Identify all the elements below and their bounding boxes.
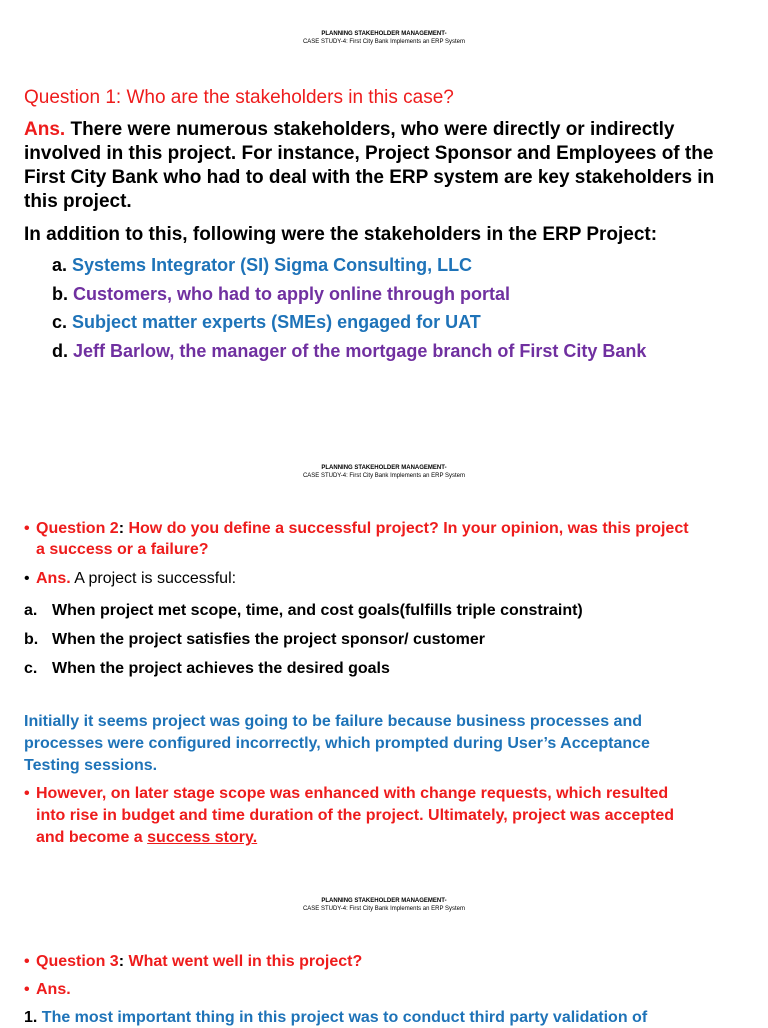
list-text: Subject matter experts (SMEs) engaged for UAT bbox=[67, 312, 481, 332]
slide-header bbox=[0, 897, 768, 913]
question-text: a success or a failure? bbox=[36, 541, 209, 558]
header-subtitle: CASE STUDY-4: First City Bank Implements an ERP System bbox=[302, 473, 466, 479]
answer-line: involved in this project. For instance, Project Sponsor and Employees of the bbox=[24, 143, 714, 164]
list-text: Systems Integrator (SI) Sigma Consulting, LLC bbox=[67, 255, 473, 275]
ans-label: Ans. bbox=[36, 981, 71, 998]
question-label: Question 2 bbox=[36, 520, 119, 537]
paragraph-line: Initially it seems project was going to be failure because business processes and bbox=[24, 713, 642, 730]
list-text: When the project satisfies the project sponsor/ customer bbox=[52, 631, 485, 648]
header-title: PLANNING STAKEHOLDER MANAGEMENT- bbox=[321, 31, 447, 37]
header-subtitle: CASE STUDY-4: First City Bank Implements an ERP System bbox=[302, 906, 466, 912]
list-marker: c. bbox=[52, 312, 68, 332]
answer-3 bbox=[36, 979, 71, 1000]
list-marker: 1. bbox=[24, 1009, 38, 1026]
answer-line: There were numerous stakeholders, who were directly or indirectly bbox=[65, 119, 675, 140]
header-subtitle: CASE STUDY-4: First City Bank Implements an ERP System bbox=[302, 39, 466, 45]
ans-label: Ans. bbox=[24, 119, 66, 140]
list-marker: c. bbox=[24, 660, 38, 677]
answer-3-item-1 bbox=[24, 1007, 647, 1028]
list-text: The most important thing in this project was to conduct third party validation of bbox=[37, 1009, 648, 1026]
header-title: PLANNING STAKEHOLDER MANAGEMENT- bbox=[321, 465, 447, 471]
list-marker: d. bbox=[52, 340, 68, 361]
header-title: PLANNING STAKEHOLDER MANAGEMENT- bbox=[321, 898, 447, 904]
paragraph-line: • However, on later stage scope was enhanced with change requests, which resulted bbox=[36, 785, 669, 802]
paragraph-line: processes were configured incorrectly, which prompted during User’s Acceptance bbox=[24, 735, 650, 752]
list-marker: b. bbox=[52, 283, 68, 304]
question-1: Question 1: Who are the stakeholders in this case? bbox=[24, 87, 454, 108]
list-text: When the project achieves the desired goals bbox=[52, 660, 390, 677]
list-text: Customers, who had to apply online through portal bbox=[68, 283, 511, 304]
question-text: What went well in this project? bbox=[128, 953, 363, 970]
question-separator: : bbox=[118, 953, 129, 970]
list-marker: b. bbox=[24, 631, 39, 648]
question-separator: : bbox=[118, 520, 129, 537]
answer-line: this project. bbox=[24, 191, 132, 212]
ans-label: Ans. bbox=[36, 570, 71, 587]
addition-line: In addition to this, following were the stakeholders in the ERP Project: bbox=[24, 224, 658, 245]
answer-line: First City Bank who had to deal with the ERP system are key stakeholders in bbox=[24, 167, 715, 188]
list-text: When project met scope, time, and cost goals(fulfills triple constraint) bbox=[52, 602, 583, 619]
answer-text: A project is successful: bbox=[70, 570, 237, 587]
list-text: Jeff Barlow, the manager of the mortgage branch of First City Bank bbox=[68, 340, 647, 361]
paragraph-line: Testing sessions. bbox=[24, 757, 158, 774]
question-text: How do you define a successful project? In your opinion, was this project bbox=[128, 520, 689, 537]
paragraph-line: and become a bbox=[36, 829, 148, 846]
success-story-text: success story. bbox=[147, 829, 258, 846]
paragraph-line: into rise in budget and time duration of the project. Ultimately, project was accepted bbox=[36, 807, 675, 824]
list-marker: a. bbox=[24, 602, 38, 619]
question-label: Question 3 bbox=[36, 953, 119, 970]
list-marker: a. bbox=[52, 255, 68, 275]
question-3 bbox=[36, 951, 362, 972]
